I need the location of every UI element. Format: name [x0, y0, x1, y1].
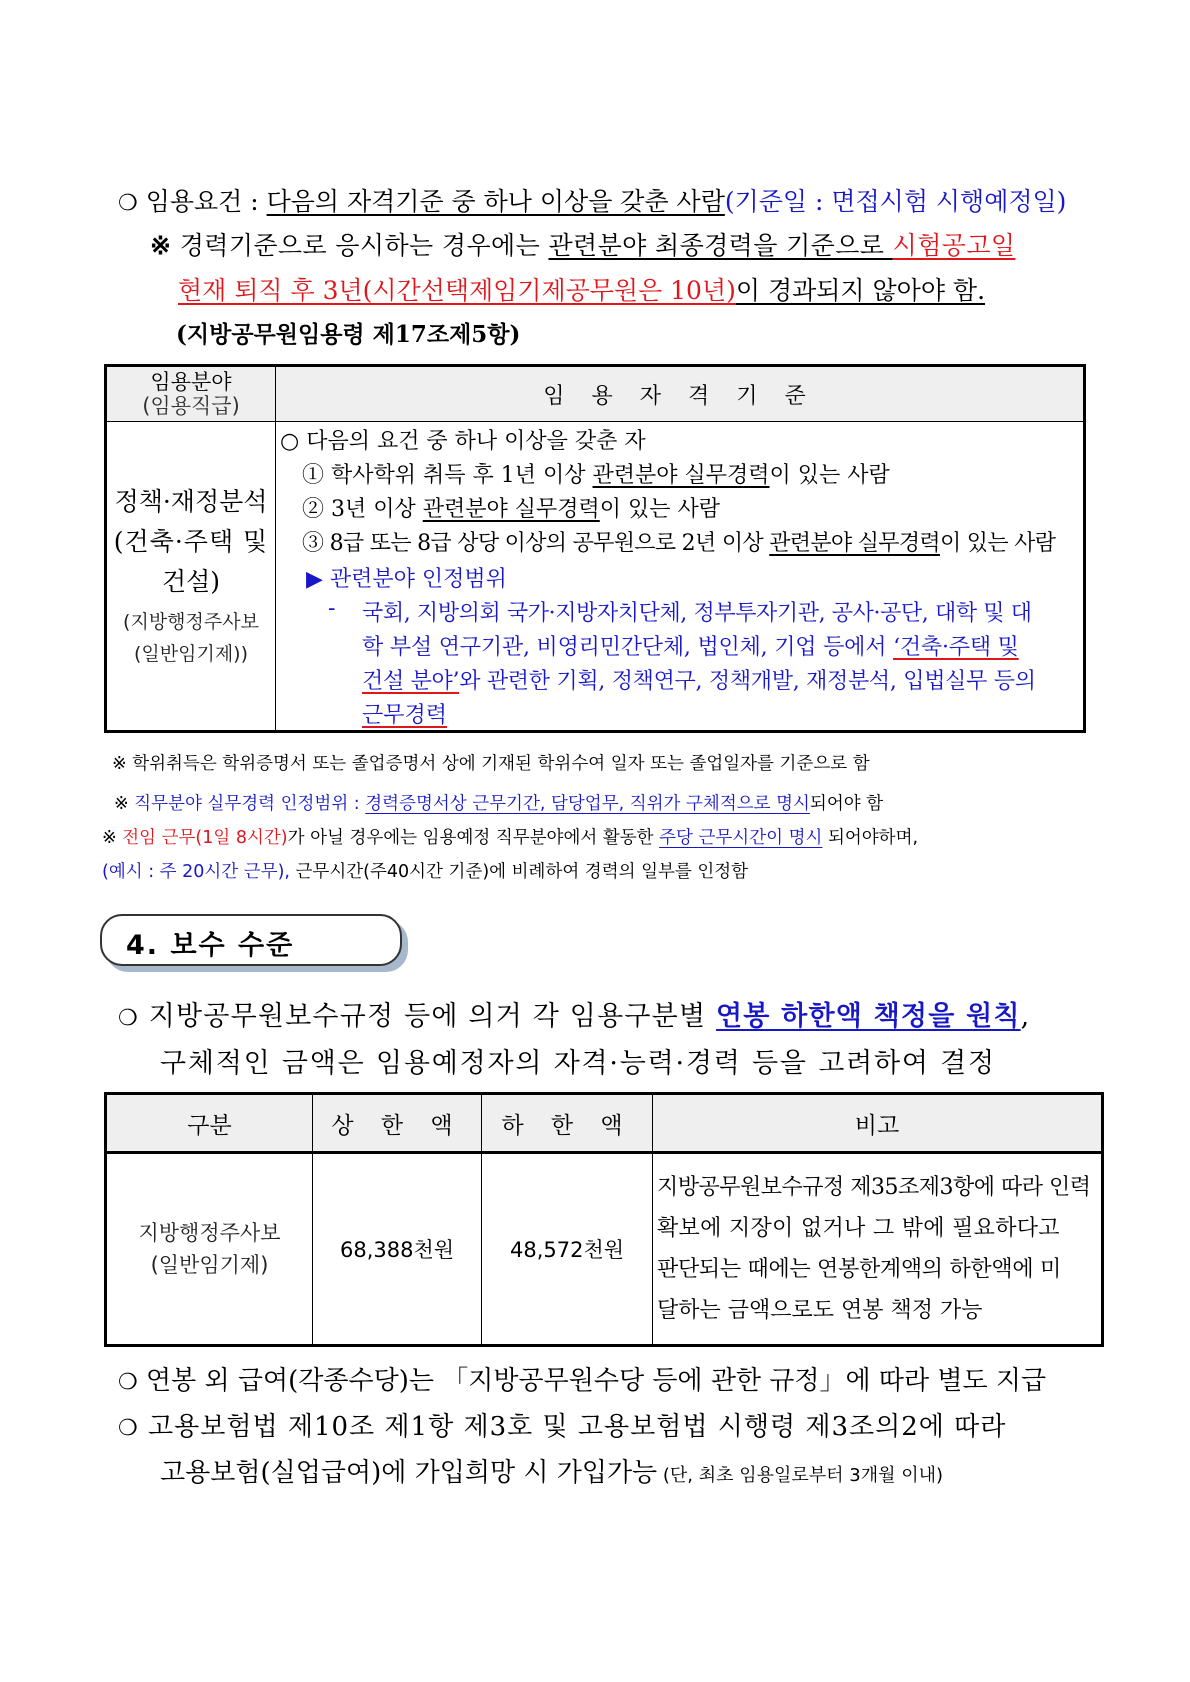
- scope-title: ▶ 관련분야 인정범위: [306, 567, 507, 592]
- col-upper: 상 한 액: [313, 1094, 482, 1153]
- row-remark: [653, 1153, 1103, 1346]
- allowance-line: [118, 1360, 1046, 1397]
- qualification-table: [104, 364, 1086, 733]
- career-note: [150, 226, 1015, 262]
- bullet-icon: ❍: [118, 1416, 139, 1441]
- row-lower: 48,572천원: [482, 1153, 653, 1346]
- scope-line1: 국회, 지방의회 국가·지방자치단체, 정부투자기관, 공사·공단, 대학 및 대: [362, 601, 1032, 626]
- requirement-line: [118, 182, 1066, 218]
- section-heading-box: [100, 914, 402, 966]
- pay-paragraph-line2: 구체적인 금액은 임용예정자의 자격·능력·경력 등을 고려하여 결정: [160, 1048, 996, 1079]
- c2-text-a: ② 3년 이상: [302, 497, 423, 522]
- criteria-item-2: [302, 492, 720, 523]
- note-fulltime: [102, 824, 918, 849]
- note-fulltime-c: 주당 근무시간이 명시: [659, 828, 823, 848]
- note-career-b: 경력증명서상 근무기간, 담당업무, 직위가 구체적으로 명시: [365, 794, 810, 814]
- note-career-a: 직무분야 실무경력 인정범위 :: [134, 794, 366, 814]
- bullet-icon: ❍: [118, 1370, 138, 1395]
- note-fulltime-a: 전임 근무(1일 8시간): [122, 828, 288, 848]
- field-line2: (건축·주택 및: [113, 527, 269, 556]
- row-type-line2: (일반임기제): [150, 1253, 269, 1277]
- scope-line2-b: ‘건축·주택 및: [893, 635, 1019, 660]
- bullet-icon: ❍: [118, 191, 138, 216]
- criteria-item-1: [302, 458, 890, 489]
- remark-line1: 지방공무원보수규정 제35조제3항에 따라 인력: [657, 1175, 1091, 1200]
- requirement-label: 임용요건 :: [145, 187, 267, 216]
- note-text-d: 현재 퇴직 후 3년(시간선택제임기제공무원은 10년): [178, 276, 736, 305]
- c3-text-c: 이 있는 사람: [939, 531, 1056, 556]
- requirement-text: 다음의 자격기준 중 하나 이상을 갖춘 사람: [266, 187, 725, 216]
- col-lower: 하 한 액: [482, 1094, 653, 1153]
- scope-line3-a: 건설 분야’: [362, 669, 460, 694]
- note-mark: ※: [114, 794, 135, 814]
- requirement-date: (기준일 : 면접시험 시행예정일): [724, 187, 1067, 216]
- col-type: 구분: [106, 1094, 313, 1153]
- field-line3: 건설): [161, 567, 221, 596]
- career-note-line2: [178, 271, 985, 307]
- header-field-cell: [106, 366, 276, 422]
- row-type-line1: 지방행정주사보: [138, 1221, 281, 1245]
- law-reference: (지방공무원임용령 제17조제5항): [176, 321, 521, 348]
- c1-text-c: 이 있는 사람: [769, 463, 890, 488]
- row-type: [106, 1153, 313, 1346]
- scope-line4: 근무경력: [362, 703, 448, 728]
- note-mark: ※: [102, 828, 123, 848]
- scope-line2: [362, 630, 1019, 661]
- c1-text-a: ① 학사학위 취득 후 1년 이상: [302, 463, 593, 488]
- header-criteria: 임 용 자 격 기 준: [276, 366, 1085, 422]
- note-degree: ※ 학위취득은 학위증명서 또는 졸업증명서 상에 기재된 학위수여 일자 또는 졸업일자를 기준으로 함: [112, 754, 870, 774]
- c2-text-b: 관련분야 실무경력: [422, 497, 600, 522]
- note-text-b: 관련분야 최종경력을 기준으로: [548, 231, 893, 260]
- c3-text-a: ③ 8급 또는 8급 상당 이상의 공무원으로 2년 이상: [302, 531, 770, 556]
- col-remark: 비고: [653, 1094, 1103, 1153]
- pay-text-c: ,: [1020, 1001, 1031, 1032]
- field-line1: 정책·재정분석: [114, 487, 268, 516]
- criteria-cell: [276, 422, 1085, 732]
- note-fulltime-d: 되어야하며,: [822, 828, 919, 848]
- note-text-a: 경력기준으로 응시하는 경우에는: [179, 231, 549, 260]
- scope-line3-b: 와 관련한 기획, 정책연구, 정책개발, 재정분석, 입법실무 등의: [459, 669, 1036, 694]
- c3-text-b: 관련분야 실무경력: [769, 531, 940, 556]
- header-field: 임용분야: [150, 370, 232, 394]
- scope-line2-a: 학 부설 연구기관, 비영리민간단체, 법인체, 기업 등에서: [362, 635, 894, 660]
- bullet-icon: ❍: [118, 1006, 139, 1031]
- note-text-c: 시험공고일: [892, 231, 1016, 260]
- insurance-text-small: (단, 최초 임용일로부터 3개월 이내): [657, 1465, 944, 1486]
- grade-line2: (일반임기제)): [133, 643, 248, 665]
- criteria-item-3: [302, 526, 1055, 557]
- scope-line3: [362, 664, 1036, 695]
- insurance-text-line2: 고용보험(실업급여)에 가입희망 시 가입가능: [160, 1458, 658, 1488]
- note-fulltime-b: 가 아닐 경우에는 임용예정 직무분야에서 활동한: [287, 828, 660, 848]
- header-grade: (임용직급): [142, 394, 240, 418]
- insurance-text-line1: 고용보험법 제10조 제1항 제3호 및 고용보험법 시행령 제3조의2에 따라: [148, 1412, 1007, 1442]
- insurance-line2: [160, 1452, 943, 1489]
- pay-paragraph-line1: [118, 994, 1030, 1033]
- allowance-text: 연봉 외 급여(각종수당)는 「지방공무원수당 등에 관한 규정」에 따라 별도 지급: [146, 1366, 1047, 1396]
- grade-line1: (지방행정주사보: [123, 611, 259, 633]
- row-upper: 68,388천원: [313, 1153, 482, 1346]
- pay-table: [104, 1092, 1104, 1347]
- note-example-b: 근무시간(주40시간 기준)에 비례하여 경력의 일부를 인정함: [295, 862, 749, 882]
- criteria-intro: ○ 다음의 요건 중 하나 이상을 갖춘 자: [280, 429, 646, 454]
- note-text-e: 이 경과되지 않아야 함.: [735, 276, 986, 305]
- scope-dash: -: [328, 596, 336, 621]
- remark-line2: 확보에 지장이 없거나 그 밖에 필요하다고: [657, 1216, 1060, 1241]
- remark-line3: 판단되는 때에는 연봉한계액의 하한액에 미: [657, 1257, 1061, 1282]
- field-cell: [106, 422, 276, 732]
- note-example: [102, 858, 748, 883]
- insurance-line1: [118, 1406, 1006, 1443]
- remark-line4: 달하는 금액으로도 연봉 책정 가능: [657, 1298, 983, 1323]
- c1-text-b: 관련분야 실무경력: [592, 463, 770, 488]
- pay-text-a: 지방공무원보수규정 등에 의거 각 임용구분별: [148, 1001, 717, 1032]
- pay-text-b: 연봉 하한액 책정을 원칙: [716, 1001, 1021, 1032]
- note-career-c: 되어야 함: [809, 794, 884, 814]
- c2-text-c: 이 있는 사람: [599, 497, 720, 522]
- note-example-a: (예시 : 주 20시간 근무),: [102, 862, 296, 882]
- note-career-scope: [114, 790, 883, 815]
- section-title: 4. 보수 수준: [126, 930, 295, 961]
- note-mark: ※: [150, 231, 172, 260]
